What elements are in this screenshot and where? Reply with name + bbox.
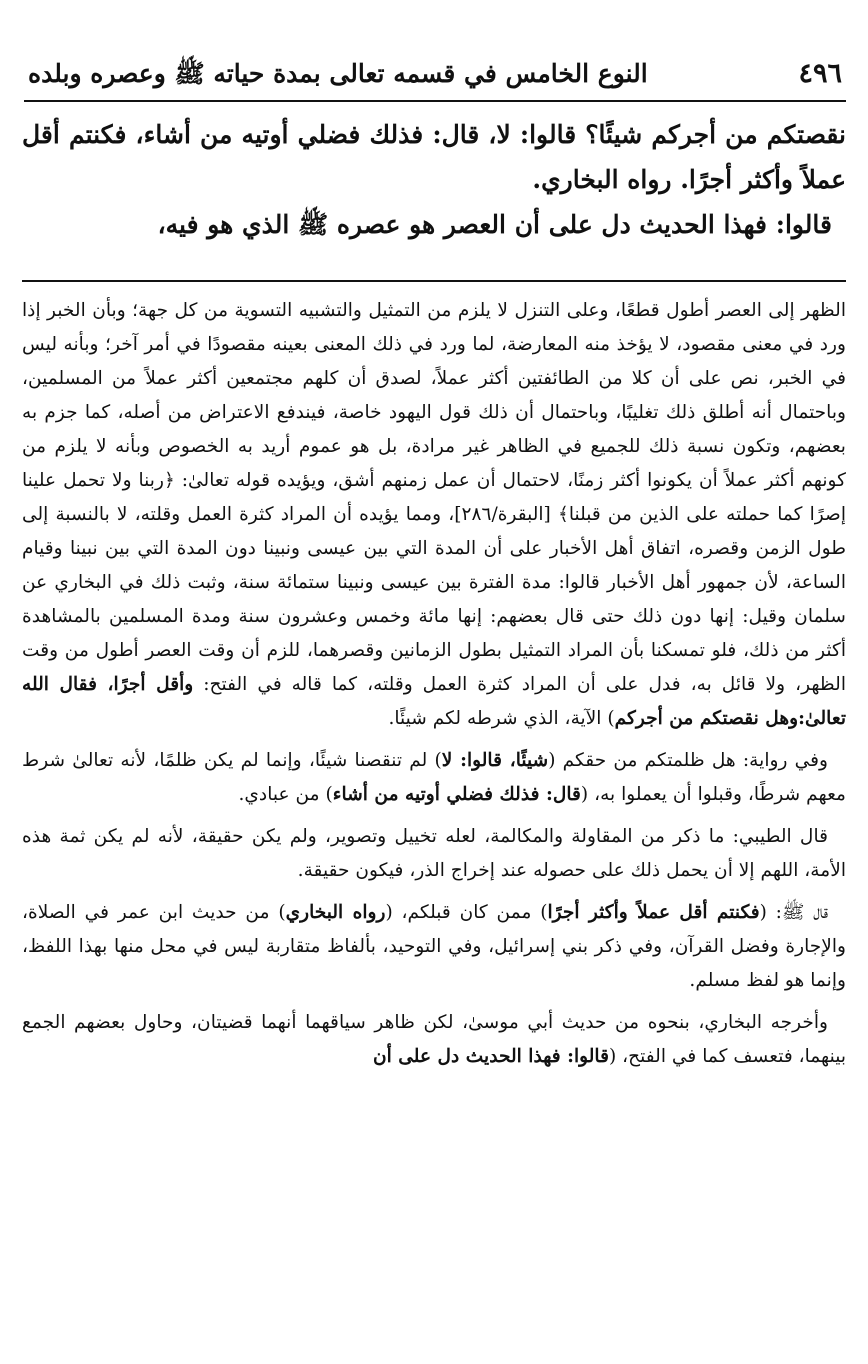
quoted-text: شيئًا، قالوا: لا — [441, 750, 549, 771]
commentary — [22, 294, 846, 1082]
quoted-text: وأقل أجرًا، فقال الله تعالىٰ:وهل نقصتكم من أجركم — [22, 674, 846, 729]
commentary-text: ) لم تنقصنا شيئًا، وإنما لم يكن ظلمًا، لأنه تعالىٰ شرط معهم شرطًا، وقبلوا أن يعملوا به، ( — [22, 750, 846, 805]
running-title: النوع الخامس في قسمه تعالى بمدة حياته ﷺ وعصره وبلده — [28, 59, 648, 88]
page-number: ٤٩٦ — [798, 58, 842, 89]
quoted-text: قالوا: فهذا الحديث دل على أن — [373, 1046, 609, 1067]
commentary-text: ) ممن كان قبلكم، ( — [385, 902, 548, 923]
commentary-text: ) من حديث ابن عمر في الصلاة، والإجارة وفضل القرآن، وفي ذكر بني إسرائيل، وفي التوحيد، بألفاظ متقاربة ليس في محل منها بهذا اللفظ، وإنما هو لفظ مسلم. — [22, 902, 846, 991]
commentary-text: وفي رواية: هل ظلمتكم من حقكم ( — [548, 750, 828, 771]
quoted-text: رواه البخاري — [285, 902, 386, 923]
commentary-text: ) من عبادي. — [238, 784, 333, 805]
main-paragraph: نقصتكم من أجركم شيئًا؟ قالوا: لا، قال: فذلك فضلي أوتيه من أشاء، فكنتم أقل عملاً وأكثر أجرًا. رواه البخاري. — [22, 120, 846, 194]
commentary-paragraph — [22, 896, 846, 998]
commentary-text: وأخرجه البخاري، بنحوه من حديث أبي موسىٰ، لكن ظاهر سياقهما أنهما قضيتان، وحاول بعضهم الجمع بينهما، فتعسف كما في الفتح، ( — [22, 1012, 846, 1067]
commentary-text: الظهر إلى العصر أطول قطعًا، وعلى التنزل لا يلزم من التمثيل والتشبيه التسوية من كل جهة؛ وبأن الخبر إذا ورد في معنى مقصود، لا يؤخذ منه المعارضة، لما ورد في ذلك المعنى بعينه مقصودًا في أمر آخر؛ وبأنه ليس في الخبر، نص على أن كلا من الطائفتين أكثر عملاً، لصدق أن كلهم مجتمعين أكثر عملاً من المسلمين، وباحتمال أنه أطلق ذلك تغليبًا، وباحتمال أن ذلك قول اليهود خاصة، فيندفع الاعتراض من أصله، كما جزم به بعضهم، وتكون نسبة ذلك للجميع في الظاهر غير مرادة، بل هو عموم أريد به الخصوص وبأنه لا يلزم من كونهم أكثر عملاً أن يكونوا أكثر زمنًا، لاحتمال أن عمل زمنهم أشق، ويؤيده قوله تعالىٰ: ﴿ربنا ولا تحمل علينا إصرًا كما حملته على الذين من قبلنا﴾ [البقرة/٢٨٦]، ومما يؤيده أن المراد كثرة العمل وقلته، لا بالنسبة إلى طول الزمن وقصره، اتفاق أهل الأخبار على أن المدة التي بين عيسى ونبينا دون المدة التي بين نبينا وقيام الساعة، لأن جمهور أهل الأخبار قالوا: مدة الفترة بين عيسى ونبينا ستمائة سنة، وثبت ذلك في البخاري عن سلمان وقيل: إنها دون ذلك حتى قال بعضهم: إنها مائة وخمس وعشرون سنة ومدة المسلمين بالمشاهدة أكثر من ذلك، فلو تمسكنا بأن المراد التمثيل بطول الزمانين وقصرهما، للزم أن وقت العصر أطول من وقت الظهر، ولا قائل به، فدل على أن المراد كثرة العمل وقلته، كما قاله في الفتح: — [22, 300, 847, 695]
quoted-text: قال: فذلك فضلي أوتيه من أشاء — [332, 784, 581, 805]
commentary-paragraph — [22, 294, 846, 736]
footnote-separator — [22, 280, 846, 282]
main-text — [22, 112, 846, 247]
page-header — [24, 54, 846, 102]
commentary-paragraph — [22, 1006, 846, 1074]
quoted-text: فكنتم أقل عملاً وأكثر أجرًا — [547, 902, 760, 923]
commentary-paragraph — [22, 744, 846, 812]
main-paragraph: قالوا: فهذا الحديث دل على أن العصر هو عصره ﷺ الذي هو فيه، — [157, 210, 832, 239]
commentary-paragraph: قال الطيبي: ما ذكر من المقاولة والمكالمة، لعله تخييل وتصوير، ولم يكن حقيقة، لأنه لم يكن ثمة هذه الأمة، اللهم إلا أن يحمل ذلك على حصوله عند إخراج الذر، فيكون حقيقة. — [22, 826, 846, 881]
commentary-text: ) الآية، الذي شرطه لكم شيئًا. — [388, 708, 615, 729]
commentary-text: قال ﷺ: ( — [759, 902, 829, 923]
